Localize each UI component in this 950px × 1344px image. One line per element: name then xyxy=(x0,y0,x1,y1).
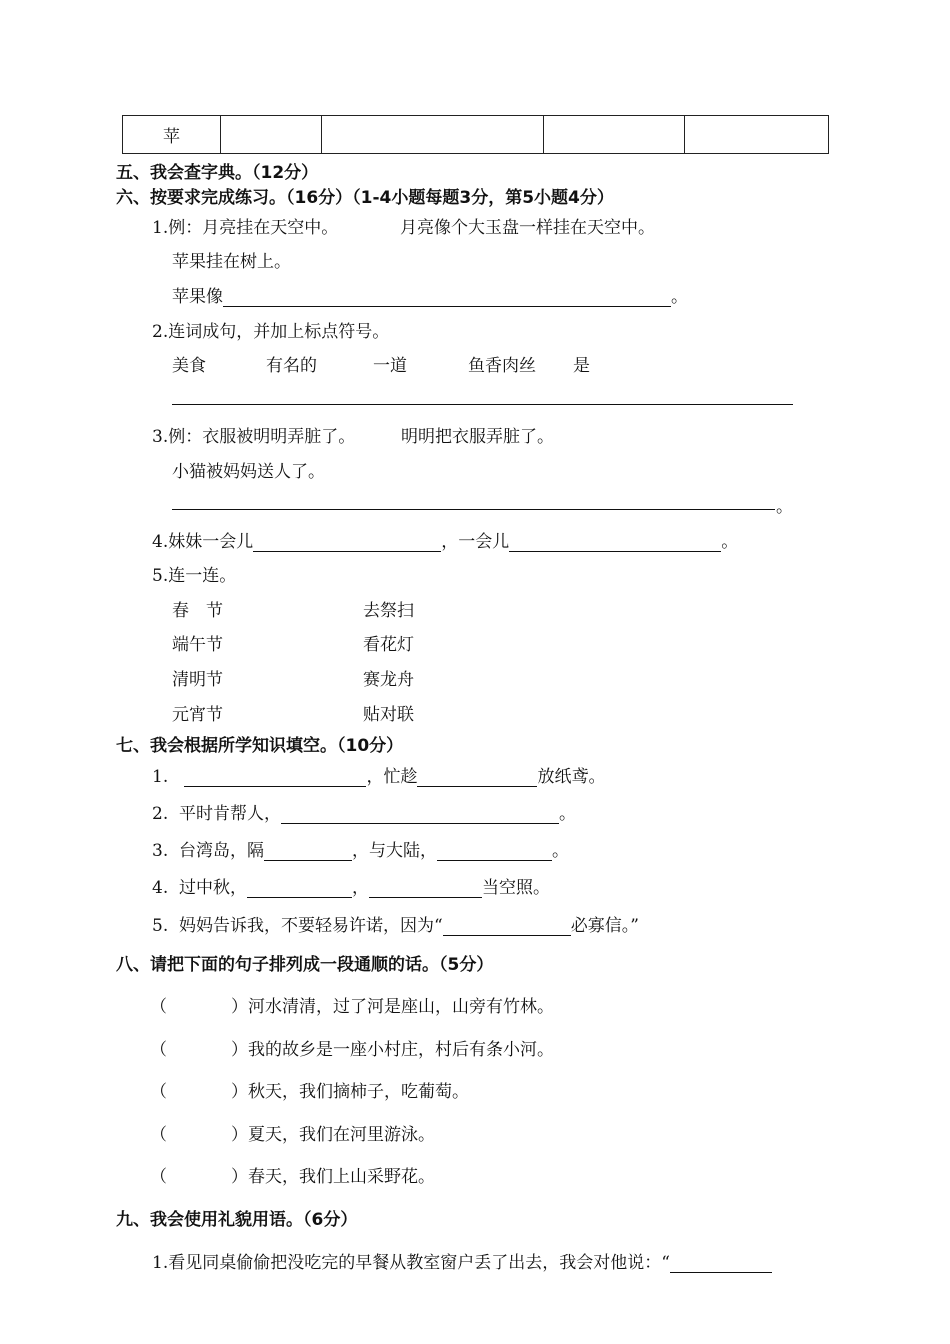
word-2: 有名的 xyxy=(266,356,317,376)
answer-blank[interactable] xyxy=(223,288,671,307)
answer-blank[interactable] xyxy=(369,879,482,898)
q6-3-example-result: 明明把衣服弄脏了。 xyxy=(401,427,554,447)
table-cell[interactable] xyxy=(544,116,685,154)
q7-3-row: 3. 台湾岛，隔 ，与大陆， 。 xyxy=(152,841,570,861)
answer-blank[interactable] xyxy=(264,842,352,861)
section-9-heading: 九、我会使用礼貌用语。（6分） xyxy=(116,1210,358,1230)
table-cell[interactable] xyxy=(221,116,322,154)
answer-blank[interactable] xyxy=(443,917,571,936)
section-7-heading: 七、我会根据所学知识填空。（10分） xyxy=(116,736,404,756)
festival-3[interactable]: 清明节 xyxy=(172,670,223,690)
festival-1[interactable]: 春 节 xyxy=(172,601,223,621)
word-4: 鱼香肉丝 xyxy=(468,356,536,376)
section-6-heading: 六、按要求完成练习。（16分）（1-4小题每题3分，第5小题4分） xyxy=(116,188,614,208)
custom-1[interactable]: 去祭扫 xyxy=(363,601,414,621)
answer-blank[interactable] xyxy=(509,533,721,552)
q6-1-example: 1.例：月亮挂在天空中。 xyxy=(152,218,339,238)
q6-3-example: 3.例：衣服被明明弄脏了。 xyxy=(152,427,356,447)
table-cell[interactable] xyxy=(322,116,544,154)
q7-5-row: 5. 妈妈告诉我，不要轻易许诺，因为“ 必寡信。” xyxy=(152,916,639,936)
festival-2[interactable]: 端午节 xyxy=(172,635,223,655)
answer-blank[interactable] xyxy=(247,879,352,898)
q6-1-answer-row: 苹果像 。 xyxy=(172,287,688,307)
order-item: （ ）河水清清，过了河是座山，山旁有竹林。 xyxy=(150,997,554,1017)
answer-blank[interactable] xyxy=(437,842,552,861)
q6-4-row: 4.妹妹一会儿 ，一会儿 。 xyxy=(152,532,739,552)
q6-1-prompt: 苹果挂在树上。 xyxy=(172,252,291,272)
q7-2-row: 2. 平时肯帮人， 。 xyxy=(152,804,577,824)
q6-3-prompt: 小猫被妈妈送人了。 xyxy=(172,462,325,482)
q6-1-example-result: 月亮像个大玉盘一样挂在天空中。 xyxy=(400,218,655,238)
word-5: 是 xyxy=(573,356,590,376)
answer-blank[interactable] xyxy=(670,1254,772,1273)
table-cell-char: 苹 xyxy=(123,116,221,154)
q6-2-label: 2.连词成句，并加上标点符号。 xyxy=(152,322,390,342)
q7-1-row: 1. ，忙趁 放纸鸢。 xyxy=(152,767,606,787)
q6-5-label: 5.连一连。 xyxy=(152,566,237,586)
order-item: （ ）夏天，我们在河里游泳。 xyxy=(150,1125,435,1145)
answer-blank[interactable] xyxy=(184,768,366,787)
q6-2-answer-line[interactable] xyxy=(172,404,793,405)
section-5-heading: 五、我会查字典。（12分） xyxy=(116,163,319,183)
custom-2[interactable]: 看花灯 xyxy=(363,635,414,655)
q9-1-row: 1.看见同桌偷偷把没吃完的早餐从教室窗户丢了出去，我会对他说：“ xyxy=(152,1248,772,1273)
section-8-heading: 八、请把下面的句子排列成一段通顺的话。（5分） xyxy=(116,955,494,975)
q6-3-answer-line[interactable] xyxy=(172,509,775,510)
q6-3-end: 。 xyxy=(776,497,793,517)
order-item: （ ）我的故乡是一座小村庄，村后有条小河。 xyxy=(150,1040,554,1060)
word-3: 一道 xyxy=(373,356,407,376)
answer-blank[interactable] xyxy=(417,768,537,787)
custom-3[interactable]: 赛龙舟 xyxy=(363,670,414,690)
answer-blank[interactable] xyxy=(253,533,441,552)
q7-4-row: 4. 过中秋， ， 当空照。 xyxy=(152,878,551,898)
answer-blank[interactable] xyxy=(281,805,559,824)
custom-4[interactable]: 贴对联 xyxy=(363,705,414,725)
dictionary-table xyxy=(122,115,829,154)
word-1: 美食 xyxy=(172,356,206,376)
table-cell[interactable] xyxy=(685,116,829,154)
festival-4[interactable]: 元宵节 xyxy=(172,705,223,725)
order-item: （ ）秋天，我们摘柿子，吃葡萄。 xyxy=(150,1082,469,1102)
order-item: （ ）春天，我们上山采野花。 xyxy=(150,1167,435,1187)
